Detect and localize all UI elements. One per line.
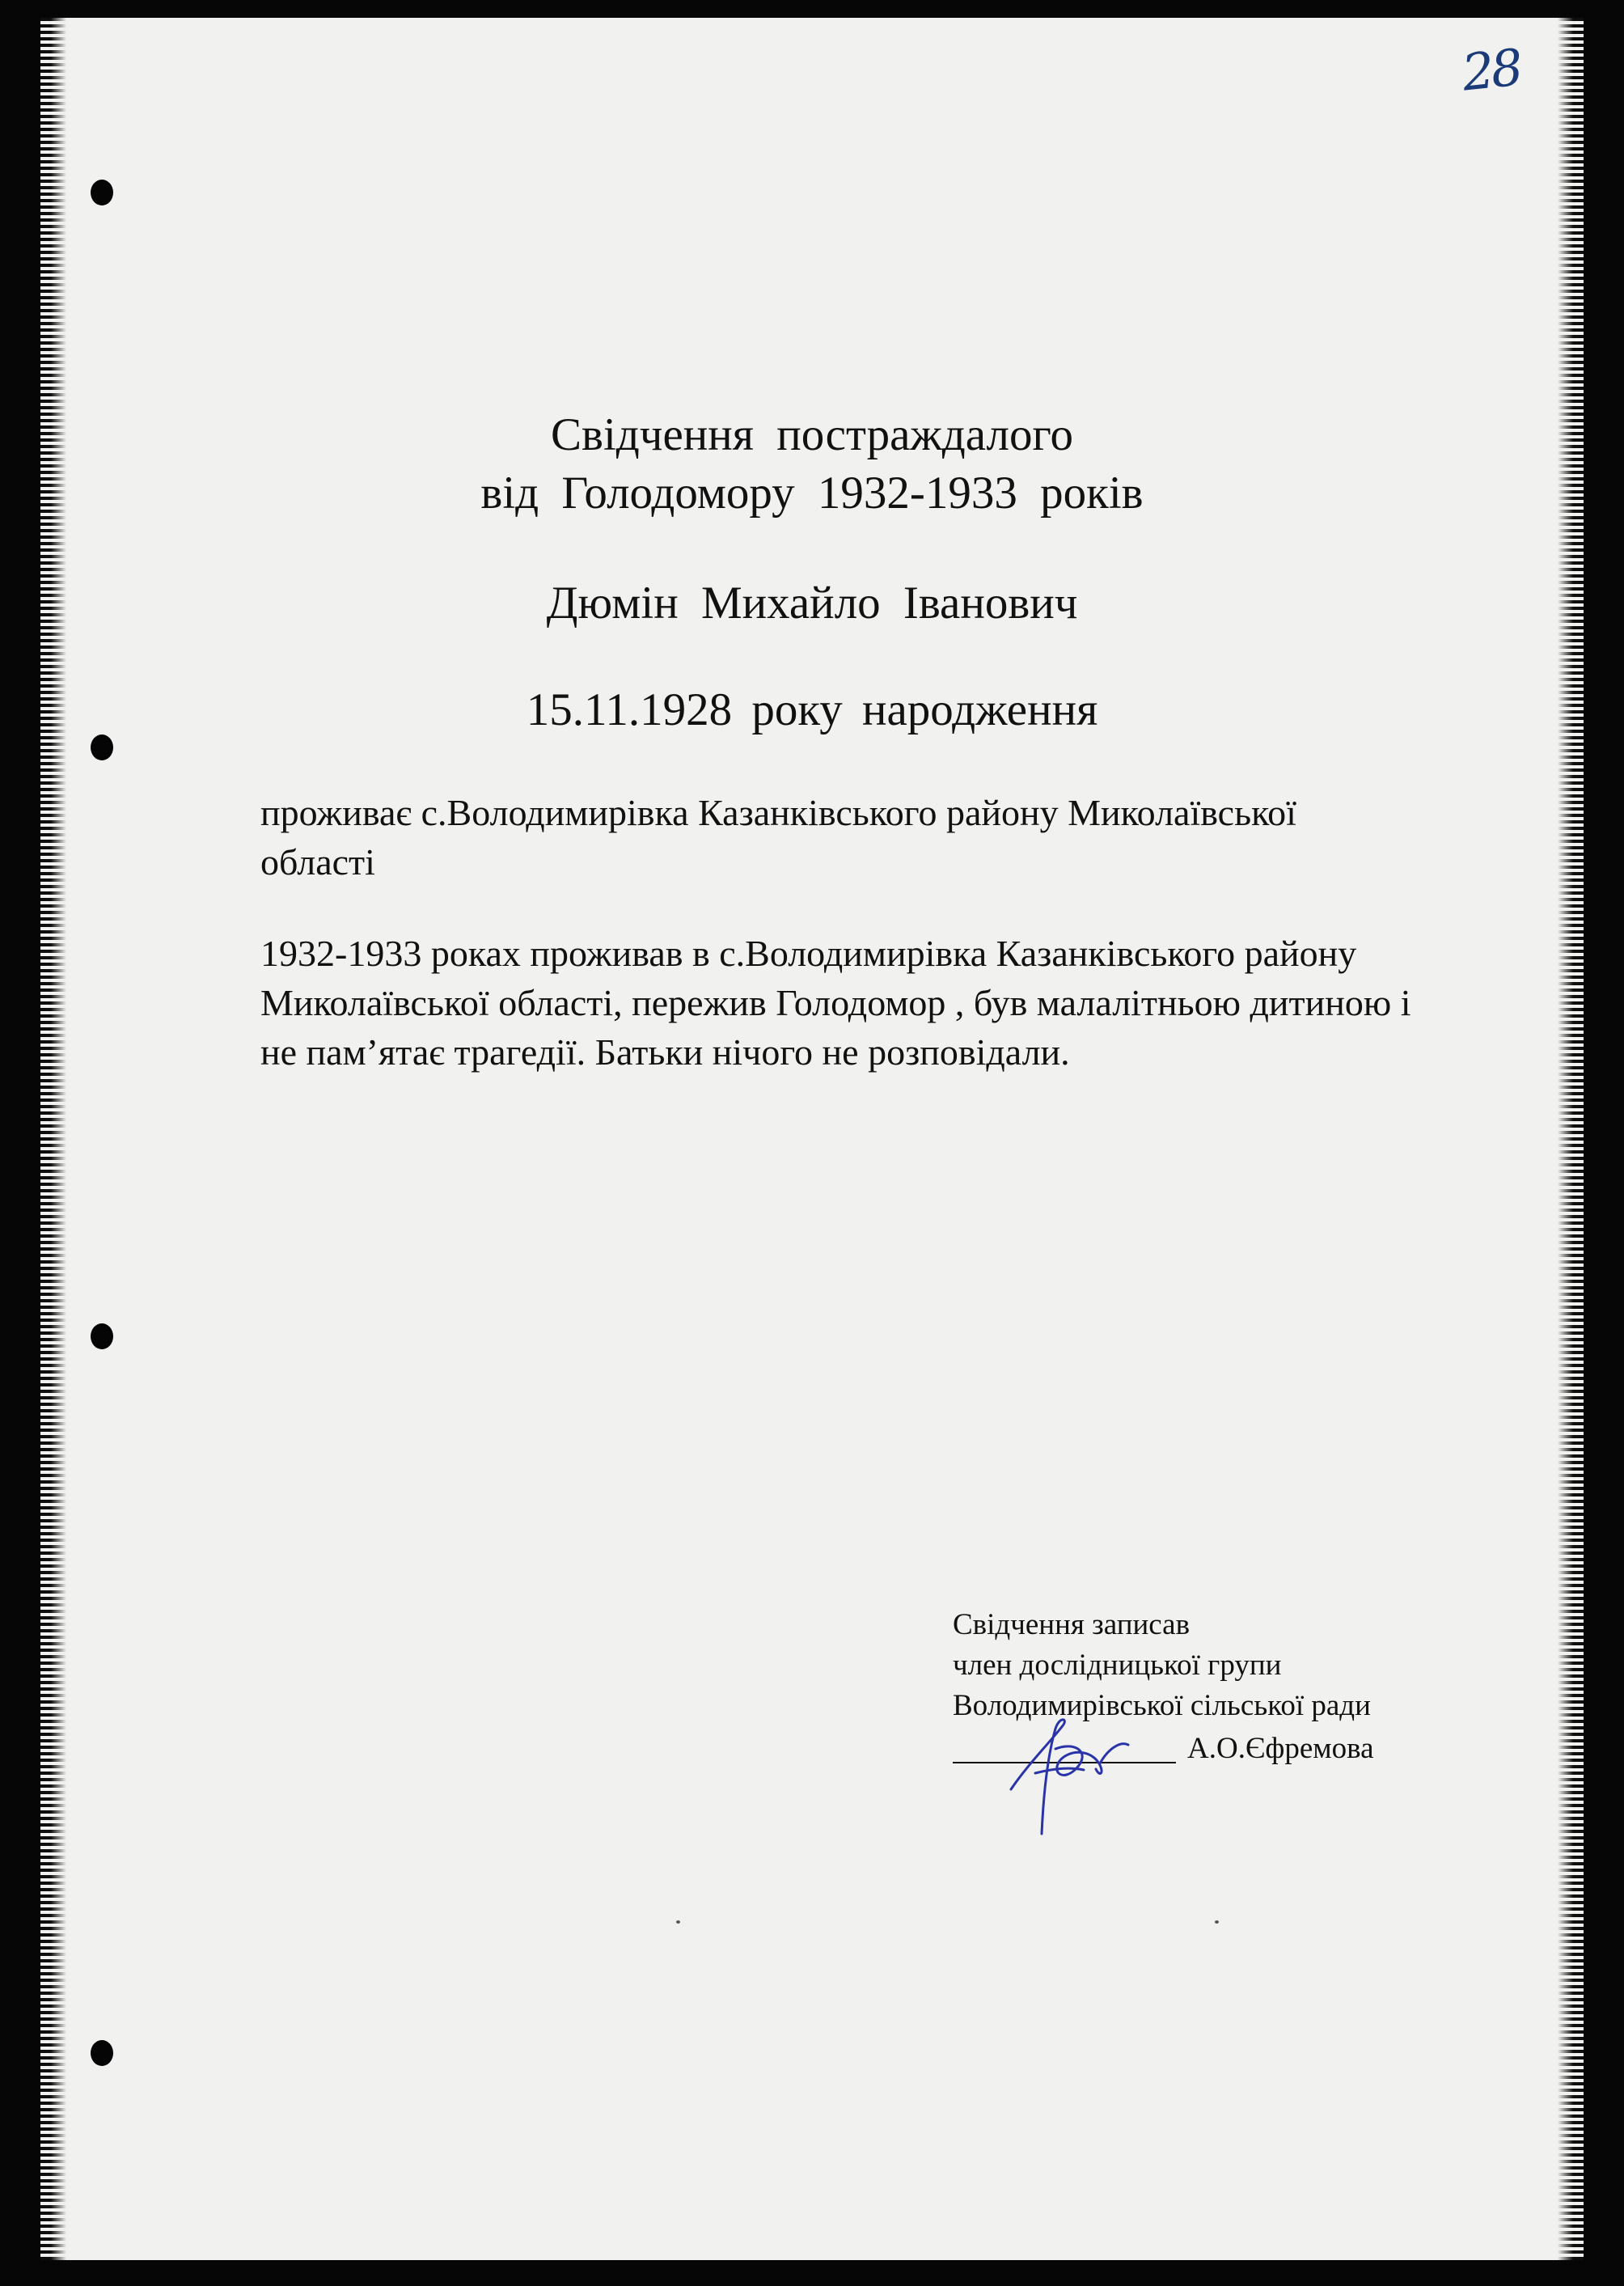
document-page <box>40 18 1584 2260</box>
birth-date-line: 15.11.1928 року народження <box>526 684 1098 735</box>
signer-name: А.О.Єфремова <box>1187 1732 1374 1765</box>
left-perforation-edge <box>40 18 66 2260</box>
person-name: Дюмін Михайло Іванович <box>546 578 1078 629</box>
recorder-line-1: Свідчення записав <box>953 1608 1191 1641</box>
paper-speck <box>676 1920 680 1924</box>
punch-hole <box>91 2040 113 2066</box>
residence-paragraph: проживає с.Володимирівка Казанківського району Миколаївської області <box>260 792 1296 883</box>
document-title-line-2: від Голодомору 1932-1933 років <box>480 468 1144 519</box>
paper-speck <box>1215 1920 1219 1924</box>
handwritten-page-number: 28 <box>1459 37 1523 103</box>
recorder-line-2: член дослідницької групи <box>953 1649 1282 1682</box>
document-title-line-1: Свідчення постраждалого <box>551 409 1073 460</box>
right-perforation-edge <box>1558 18 1584 2260</box>
testimony-paragraph: 1932-1933 роках проживав в с.Володимирівка Казанківського району Миколаївської області, пережив Голодомор , був малалітньою дитиною і не пам’ятає трагедії. Батьки нічого не розповідали. <box>260 933 1411 1073</box>
punch-hole <box>91 1323 113 1349</box>
handwritten-signature <box>979 1692 1140 1846</box>
punch-hole <box>91 180 113 205</box>
recorder-line-3: Володимирівської сільської ради <box>953 1689 1371 1722</box>
